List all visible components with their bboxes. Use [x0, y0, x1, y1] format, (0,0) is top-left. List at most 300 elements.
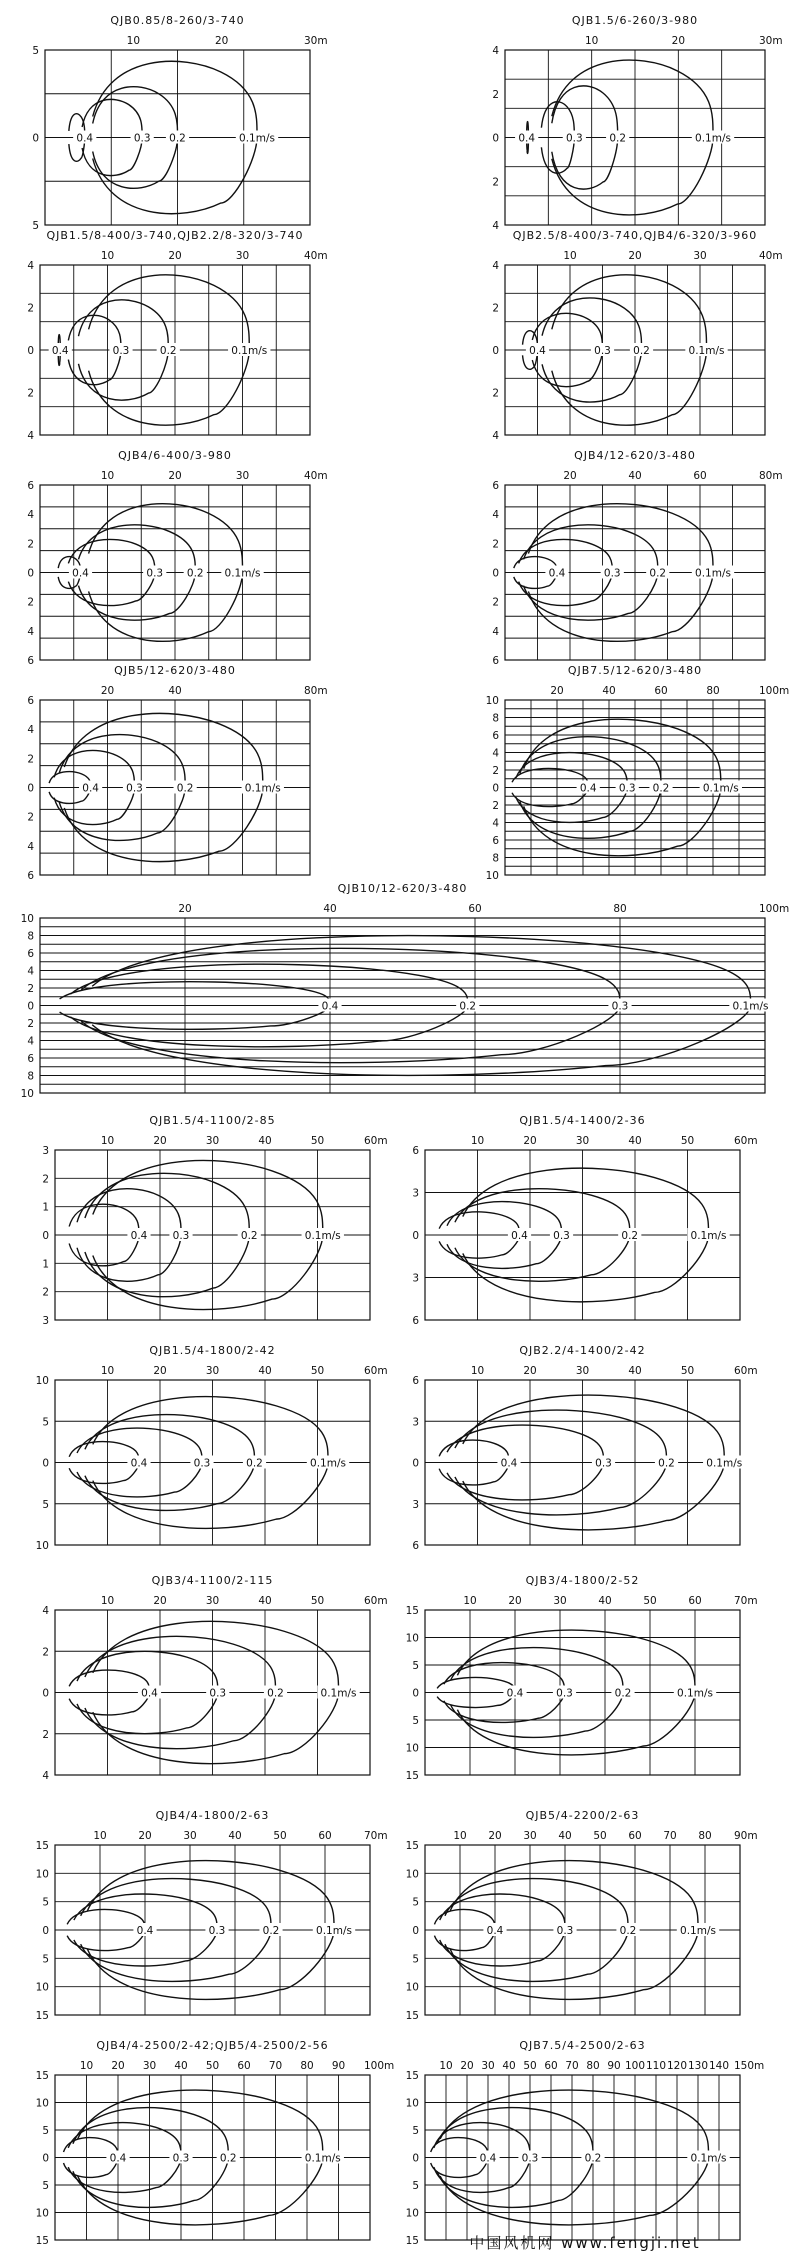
- contour-label: 0.2: [459, 1000, 477, 1013]
- contour-label: 0.1m/s: [239, 132, 275, 145]
- x-tick-label: 50: [680, 1365, 695, 1377]
- y-tick-label: 10: [405, 1981, 419, 1994]
- y-tick-label: 0: [42, 2152, 49, 2165]
- y-tick-label: 0: [412, 1230, 419, 1242]
- contour-label: 0.4: [51, 345, 69, 357]
- y-tick-label: 4: [492, 430, 499, 442]
- y-tick-label: 3: [412, 1498, 419, 1511]
- y-tick-label: 2: [27, 1018, 34, 1030]
- x-tick-label: 70m: [734, 1595, 758, 1607]
- y-tick-label: 5: [42, 2125, 49, 2137]
- y-tick-label: 2: [27, 302, 34, 315]
- y-tick-label: 4: [492, 260, 499, 272]
- contour-label: 0.3: [556, 1687, 573, 1700]
- y-tick-label: 0: [492, 567, 499, 580]
- y-tick-label: 2: [42, 1728, 49, 1741]
- x-tick-label: 100m: [364, 2060, 395, 2072]
- y-tick-label: 0: [412, 2152, 419, 2165]
- y-tick-label: 6: [492, 655, 499, 667]
- y-tick-label: 5: [42, 1953, 49, 1966]
- contour-label: 0.3: [553, 1230, 570, 1242]
- x-tick-label: 140: [708, 2060, 730, 2072]
- y-tick-label: 5: [32, 220, 39, 232]
- y-tick-label: 4: [27, 625, 34, 638]
- x-tick-label: 20: [214, 35, 229, 47]
- y-tick-label: 10: [405, 2207, 419, 2220]
- x-tick-label: 10: [470, 1365, 485, 1377]
- chart-title: QJB4/6-400/3-980: [118, 449, 232, 462]
- throw-chart-p07: [27, 664, 327, 882]
- y-tick-label: 15: [35, 2010, 49, 2022]
- chart-grid: [425, 1380, 743, 1545]
- x-tick-label: 50: [205, 2060, 220, 2072]
- x-tick-label: 30: [693, 250, 707, 262]
- y-tick-label: 15: [405, 2070, 419, 2082]
- contour-label: 0.3: [603, 567, 621, 580]
- y-tick-label: 10: [35, 2207, 49, 2220]
- y-tick-label: 6: [492, 480, 499, 492]
- x-tick-label: 60m: [364, 1365, 388, 1377]
- x-tick-label: 40: [258, 1135, 272, 1147]
- throw-chart-p01: [32, 14, 327, 232]
- contour-label: 0.2: [619, 1925, 637, 1937]
- x-tick-label: 50: [273, 1830, 287, 1842]
- y-tick-label: 15: [405, 1770, 419, 1782]
- y-tick-label: 5: [412, 1953, 419, 1966]
- y-tick-label: 8: [27, 1070, 34, 1083]
- y-tick-label: 4: [492, 817, 499, 830]
- x-tick-label: 30: [205, 1365, 220, 1377]
- x-tick-label: 20: [523, 1365, 537, 1377]
- y-tick-label: 0: [42, 1687, 49, 1700]
- y-tick-label: 4: [27, 965, 34, 978]
- x-tick-label: 50: [593, 1830, 607, 1842]
- x-tick-label: 40m: [759, 250, 783, 262]
- throw-chart-p02: [492, 14, 782, 232]
- y-tick-label: 10: [35, 2097, 49, 2110]
- x-tick-label: 40: [228, 1830, 242, 1842]
- x-tick-label: 10: [470, 1135, 485, 1147]
- y-tick-label: 6: [27, 655, 34, 667]
- x-tick-label: 40: [628, 1365, 642, 1377]
- y-tick-label: 0: [32, 132, 39, 145]
- y-tick-label: 5: [42, 2180, 49, 2192]
- y-tick-label: 8: [492, 852, 499, 865]
- y-tick-label: 4: [492, 509, 499, 522]
- y-tick-label: 5: [412, 1896, 419, 1909]
- contour-label: 0.4: [548, 567, 566, 580]
- y-tick-label: 8: [492, 712, 499, 725]
- x-tick-label: 30: [575, 1135, 590, 1147]
- x-tick-label: 90m: [734, 1830, 758, 1842]
- x-tick-label: 20: [168, 250, 182, 262]
- x-tick-label: 60m: [734, 1135, 758, 1147]
- throw-chart-p05: [27, 449, 327, 667]
- x-tick-label: 40: [628, 470, 642, 482]
- y-tick-label: 0: [492, 782, 499, 795]
- x-tick-label: 20: [153, 1595, 167, 1607]
- y-tick-label: 15: [35, 2070, 49, 2082]
- x-tick-label: 60m: [734, 1365, 758, 1377]
- contour-label: 0.2: [633, 345, 650, 357]
- x-tick-label: 20: [508, 1595, 522, 1607]
- contour-label: 0.4: [136, 1925, 154, 1937]
- contour-label: 0.3: [172, 1230, 190, 1242]
- x-tick-label: 80m: [304, 685, 328, 697]
- y-tick-label: 5: [412, 1660, 419, 1672]
- watermark: 中国风机网 www.fengji.net: [469, 2234, 701, 2252]
- throw-chart-p14: [42, 1574, 387, 1782]
- y-tick-label: 3: [42, 1315, 49, 1327]
- y-tick-label: 5: [412, 2180, 419, 2192]
- contour-label: 0.3: [126, 782, 143, 795]
- y-tick-label: 4: [42, 1605, 49, 1617]
- contour-label: 0.3: [565, 132, 583, 145]
- contour-label: 0.3: [209, 1687, 227, 1700]
- y-tick-label: 6: [27, 870, 34, 882]
- throw-chart-p04: [492, 229, 782, 442]
- y-tick-label: 15: [405, 1605, 419, 1617]
- x-tick-label: 100m: [759, 903, 790, 915]
- y-tick-label: 0: [412, 1457, 419, 1470]
- x-tick-label: 60: [237, 2060, 251, 2072]
- contour-label: 0.3: [208, 1925, 226, 1937]
- contour-label: 0.2: [240, 1230, 258, 1242]
- x-tick-label: 20: [563, 470, 577, 482]
- y-tick-label: 2: [492, 765, 499, 777]
- x-tick-label: 60: [544, 2060, 558, 2072]
- chart-title: QJB4/4-2500/2-42;QJB5/4-2500/2-56: [96, 2039, 329, 2052]
- y-tick-label: 5: [42, 1416, 49, 1429]
- x-tick-label: 20: [460, 2060, 474, 2072]
- contour-label: 0.2: [621, 1230, 639, 1242]
- x-tick-label: 30: [553, 1595, 567, 1607]
- y-tick-label: 4: [27, 430, 34, 442]
- y-tick-label: 10: [405, 2097, 419, 2110]
- contour-label: 0.2: [262, 1925, 280, 1937]
- contour-label: 0.3: [521, 2152, 539, 2165]
- y-tick-label: 2: [492, 596, 499, 609]
- contour-label: 0.2: [267, 1687, 284, 1700]
- x-tick-label: 30: [575, 1365, 590, 1377]
- x-tick-label: 20: [168, 470, 182, 482]
- x-tick-label: 10: [463, 1595, 477, 1607]
- x-tick-label: 70: [565, 2060, 579, 2072]
- y-tick-label: 4: [42, 1770, 49, 1782]
- x-tick-label: 120: [666, 2060, 688, 2072]
- contour-label: 0.1m/s: [702, 782, 739, 795]
- y-tick-label: 5: [412, 2125, 419, 2137]
- x-tick-label: 50: [310, 1135, 325, 1147]
- x-tick-label: 90: [331, 2060, 346, 2072]
- x-tick-label: 40m: [304, 470, 328, 482]
- throw-chart-p15: [406, 1574, 758, 1782]
- throw-chart-p09: [21, 882, 790, 1100]
- y-tick-label: 4: [27, 1035, 34, 1048]
- x-tick-label: 40: [558, 1830, 572, 1842]
- y-tick-label: 10: [35, 1540, 49, 1552]
- contour-label: 0.1m/s: [732, 1000, 769, 1013]
- y-tick-label: 4: [27, 509, 34, 522]
- y-tick-label: 10: [405, 1632, 419, 1645]
- x-tick-label: 40: [598, 1595, 612, 1607]
- x-tick-label: 20: [671, 35, 686, 47]
- contour-label: 0.4: [109, 2152, 127, 2165]
- x-tick-label: 80: [613, 903, 627, 915]
- contour-label: 0.1m/s: [304, 1230, 341, 1242]
- y-tick-label: 0: [27, 567, 34, 580]
- y-tick-label: 6: [27, 1053, 34, 1065]
- x-tick-label: 80: [706, 685, 720, 697]
- throw-chart-p17: [406, 1809, 758, 2022]
- x-tick-label: 50: [310, 1595, 325, 1607]
- contour-label: 0.4: [500, 1457, 518, 1470]
- y-tick-label: 10: [485, 870, 499, 882]
- x-tick-label: 80: [698, 1830, 712, 1842]
- contour-label: 0.2: [652, 782, 670, 795]
- y-tick-label: 5: [32, 45, 39, 57]
- y-tick-label: 2: [27, 596, 34, 609]
- chart-title: QJB1.5/4-1100/2-85: [149, 1114, 276, 1127]
- y-tick-label: 0: [492, 345, 499, 357]
- y-tick-label: 5: [42, 1896, 49, 1909]
- x-tick-label: 40m: [304, 250, 328, 262]
- chart-title: QJB7.5/4-2500/2-63: [519, 2039, 646, 2052]
- x-tick-label: 30: [205, 1595, 220, 1607]
- x-tick-label: 20: [100, 685, 115, 697]
- contour-label: 0.1m/s: [224, 567, 261, 580]
- contour-label: 0.1m/s: [310, 1457, 346, 1470]
- y-tick-label: 2: [492, 800, 499, 812]
- chart-title: QJB3/4-1100/2-115: [151, 1574, 274, 1587]
- y-tick-label: 0: [27, 782, 34, 795]
- x-tick-label: 80m: [759, 470, 783, 482]
- chart-title: QJB1.5/8-400/3-740,QJB2.2/8-320/3-740: [46, 229, 304, 242]
- x-tick-label: 20: [153, 1365, 167, 1377]
- y-tick-label: 4: [492, 747, 499, 760]
- y-tick-label: 6: [412, 1315, 419, 1327]
- x-tick-label: 10: [100, 1365, 115, 1377]
- x-tick-label: 20: [488, 1830, 502, 1842]
- y-tick-label: 2: [27, 387, 34, 400]
- x-tick-label: 40: [502, 2060, 516, 2072]
- contour-label: 0.1m/s: [244, 782, 281, 795]
- contour-label: 0.2: [159, 345, 177, 357]
- contour-label: 0.4: [486, 1925, 504, 1937]
- y-tick-label: 3: [412, 1272, 419, 1285]
- contour-label: 0.2: [246, 1457, 263, 1470]
- x-tick-label: 80: [300, 2060, 314, 2072]
- x-tick-label: 30: [205, 1135, 220, 1147]
- y-tick-label: 15: [405, 1840, 419, 1852]
- contour-label: 0.3: [556, 1925, 574, 1937]
- x-tick-label: 30m: [304, 35, 328, 47]
- x-tick-label: 60: [468, 903, 482, 915]
- y-tick-label: 10: [405, 1742, 419, 1755]
- y-tick-label: 0: [27, 1000, 34, 1013]
- x-tick-label: 130: [687, 2060, 709, 2072]
- y-tick-label: 0: [42, 1457, 49, 1470]
- contour-label: 0.3: [618, 782, 636, 795]
- contour-label: 0.1m/s: [688, 345, 725, 357]
- contour-label: 0.4: [529, 345, 546, 357]
- contour-label: 0.3: [112, 345, 130, 357]
- throw-chart-p10: [42, 1114, 387, 1327]
- chart-title: QJB4/12-620/3-480: [574, 449, 696, 462]
- y-tick-label: 0: [412, 1925, 419, 1937]
- contour-label: 0.1m/s: [690, 1230, 727, 1242]
- contour-label: 0.1m/s: [304, 2152, 341, 2165]
- y-tick-label: 6: [492, 730, 499, 742]
- x-tick-label: 60m: [364, 1595, 388, 1607]
- x-tick-label: 50: [643, 1595, 657, 1607]
- y-tick-label: 4: [492, 45, 499, 57]
- y-tick-label: 4: [492, 220, 499, 232]
- x-tick-label: 10: [100, 1135, 115, 1147]
- y-tick-label: 6: [412, 1145, 419, 1157]
- throw-chart-p16: [36, 1809, 388, 2022]
- contour-label: 0.1m/s: [320, 1687, 357, 1700]
- x-tick-label: 10: [79, 2060, 94, 2072]
- contour-label: 0.4: [511, 1230, 528, 1242]
- x-tick-label: 60m: [364, 1135, 388, 1147]
- contour-label: 0.4: [76, 132, 94, 145]
- y-tick-label: 2: [42, 1286, 49, 1299]
- x-tick-label: 40: [323, 903, 337, 915]
- y-tick-label: 0: [492, 132, 499, 145]
- y-tick-label: 2: [27, 753, 34, 766]
- contour-label: 0.2: [186, 567, 204, 580]
- chart-grid: [40, 918, 765, 1093]
- x-tick-label: 10: [584, 35, 599, 47]
- x-tick-label: 60: [628, 1830, 642, 1842]
- y-tick-label: 2: [492, 538, 499, 551]
- y-tick-label: 1: [42, 1258, 49, 1271]
- x-tick-label: 60: [693, 470, 707, 482]
- y-tick-label: 2: [492, 176, 499, 189]
- x-tick-label: 30: [183, 1830, 197, 1842]
- x-tick-label: 50: [310, 1365, 325, 1377]
- y-tick-label: 2: [42, 1646, 49, 1659]
- x-tick-label: 40: [602, 685, 616, 697]
- y-tick-label: 10: [485, 695, 499, 707]
- y-tick-label: 4: [27, 840, 34, 853]
- x-tick-label: 30: [142, 2060, 157, 2072]
- contour-label: 0.4: [141, 1687, 158, 1700]
- y-tick-label: 15: [35, 1840, 49, 1852]
- y-tick-label: 15: [405, 2010, 419, 2022]
- contour-label: 0.1m/s: [706, 1457, 743, 1470]
- x-tick-label: 80: [586, 2060, 600, 2072]
- y-tick-label: 3: [412, 1416, 419, 1429]
- y-tick-label: 2: [27, 811, 34, 824]
- contour-label: 0.1m/s: [231, 345, 268, 357]
- x-tick-label: 10: [93, 1830, 107, 1842]
- contour-label: 0.4: [72, 567, 89, 580]
- x-tick-label: 100: [624, 2060, 646, 2072]
- x-tick-label: 150m: [734, 2060, 765, 2072]
- contour-label: 0.3: [133, 132, 151, 145]
- x-tick-label: 110: [645, 2060, 667, 2072]
- contour-label: 0.2: [649, 567, 667, 580]
- y-tick-label: 2: [27, 983, 34, 995]
- y-tick-label: 8: [27, 930, 34, 943]
- chart-title: QJB2.2/4-1400/2-42: [519, 1344, 646, 1357]
- contour-label: 0.3: [595, 1457, 612, 1470]
- chart-title: QJB10/12-620/3-480: [337, 882, 468, 895]
- y-tick-label: 2: [492, 387, 499, 400]
- contour-label: 0.4: [130, 1230, 148, 1242]
- y-tick-label: 6: [27, 948, 34, 960]
- contour-label: 0.4: [479, 2152, 497, 2165]
- x-tick-label: 90: [607, 2060, 621, 2072]
- y-tick-label: 2: [42, 1173, 49, 1186]
- y-tick-label: 10: [405, 1868, 419, 1881]
- x-tick-label: 70: [663, 1830, 677, 1842]
- contour-label: 0.2: [658, 1457, 675, 1470]
- y-tick-label: 2: [492, 88, 499, 101]
- x-tick-label: 30: [523, 1830, 537, 1842]
- y-tick-label: 10: [35, 1868, 49, 1881]
- x-tick-label: 10: [100, 1595, 115, 1607]
- contour-label: 0.1m/s: [695, 132, 731, 145]
- x-tick-label: 20: [138, 1830, 152, 1842]
- chart-title: QJB7.5/12-620/3-480: [567, 664, 703, 677]
- chart-title: QJB2.5/8-400/3-740,QJB4/6-320/3-960: [512, 229, 758, 242]
- y-tick-label: 0: [27, 345, 34, 357]
- x-tick-label: 30: [235, 470, 250, 482]
- x-tick-label: 70: [268, 2060, 283, 2072]
- x-tick-label: 40: [628, 1135, 642, 1147]
- x-tick-label: 20: [523, 1135, 537, 1147]
- chart-title: QJB3/4-1800/2-52: [525, 1574, 640, 1587]
- chart-title: QJB1.5/4-1800/2-42: [149, 1344, 276, 1357]
- contour-label: 0.4: [579, 782, 597, 795]
- x-tick-label: 30m: [759, 35, 783, 47]
- contour-label: 0.4: [518, 132, 536, 145]
- chart-title: QJB1.5/6-260/3-980: [571, 14, 699, 27]
- y-tick-label: 3: [412, 1187, 419, 1200]
- contour-label: 0.4: [321, 1000, 339, 1013]
- contour-label: 0.1m/s: [695, 567, 731, 580]
- contour-label: 0.1m/s: [677, 1687, 713, 1700]
- y-tick-label: 3: [42, 1145, 49, 1157]
- y-tick-label: 6: [412, 1375, 419, 1387]
- contour-label: 0.3: [172, 2152, 190, 2165]
- x-tick-label: 10: [100, 470, 115, 482]
- x-tick-label: 70m: [364, 1830, 388, 1842]
- y-tick-label: 6: [27, 695, 34, 707]
- throw-chart-p12: [36, 1344, 388, 1552]
- chart-title: QJB1.5/4-1400/2-36: [519, 1114, 646, 1127]
- y-tick-label: 4: [27, 724, 34, 737]
- contour-label: 0.3: [193, 1457, 211, 1470]
- x-tick-label: 20: [628, 250, 642, 262]
- x-tick-label: 30: [235, 250, 250, 262]
- contour-label: 0.2: [609, 132, 627, 145]
- x-tick-label: 60: [654, 685, 668, 697]
- throw-chart-p13: [412, 1344, 757, 1552]
- throw-chart-p19: [406, 2039, 765, 2247]
- contour-label: 0.1m/s: [690, 2152, 727, 2165]
- contour-label: 0.1m/s: [680, 1925, 716, 1937]
- chart-title: QJB0.85/8-260/3-740: [110, 14, 245, 27]
- contour-label: 0.4: [506, 1687, 524, 1700]
- contour-label: 0.3: [594, 345, 611, 357]
- throw-chart-p06: [492, 449, 782, 667]
- x-tick-label: 50: [680, 1135, 695, 1147]
- contour-label: 0.3: [611, 1000, 629, 1013]
